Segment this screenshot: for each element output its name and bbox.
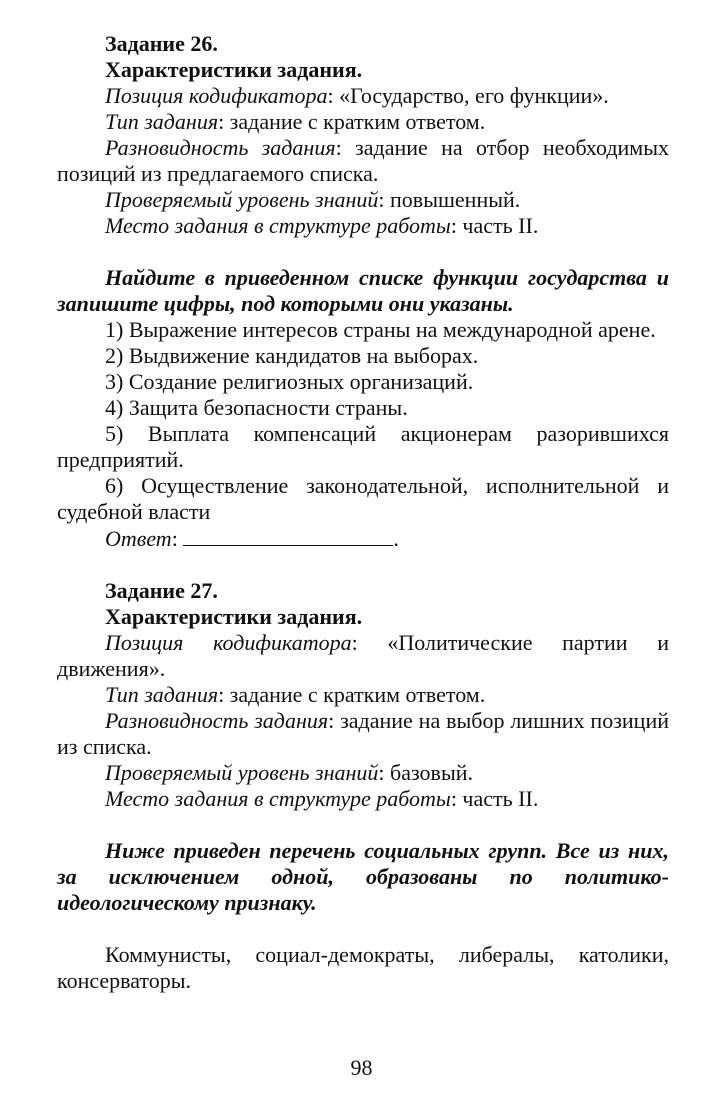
label: Проверяемый уровень знаний	[105, 760, 379, 785]
value: : задание на выбор лишних позиций из списка.	[57, 708, 669, 759]
task26-item-2: 2) Выдвижение кандидатов на выборах.	[105, 343, 479, 368]
task26-item-3: 3) Создание религиозных организаций.	[105, 369, 474, 394]
task26-title: Задание 26.	[105, 31, 218, 56]
label: Разновидность задания	[105, 708, 329, 733]
task26-instruction: Найдите в приведенном списке функции государства и запишите цифры, под которыми они указаны.	[57, 265, 669, 316]
task27-task-place	[57, 786, 669, 812]
value: : часть II.	[450, 213, 539, 238]
label: Место задания в структуре работы	[105, 213, 451, 238]
task27-characteristics-heading: Характеристики задания.	[105, 604, 363, 629]
value: : повышенный.	[378, 187, 521, 212]
task26-knowledge-level	[57, 187, 669, 213]
value: : задание с кратким ответом.	[218, 682, 486, 707]
task27-group-list: Коммунисты, социал-демократы, либералы, католики, консерваторы.	[57, 942, 669, 993]
label: Разновидность задания	[105, 135, 336, 160]
label: Позиция кодификатора	[105, 630, 352, 655]
label: Проверяемый уровень знаний	[105, 187, 379, 212]
task26-item-6: 6) Осуществление законодательной, исполнительной и судебной власти	[57, 473, 669, 524]
page-number: 98	[350, 1055, 373, 1080]
task27-task-type	[57, 682, 669, 708]
label: Тип задания	[105, 682, 219, 707]
task27-knowledge-level	[57, 760, 669, 786]
task26-item-1: 1) Выражение интересов страны на международной арене.	[105, 317, 656, 342]
task26-codifier-position	[57, 83, 669, 109]
value: : базовый.	[378, 760, 473, 785]
task27-title: Задание 27.	[105, 578, 218, 603]
answer-blank-line[interactable]	[183, 525, 393, 546]
task26-item-4: 4) Защита безопасности страны.	[105, 395, 408, 420]
task26-task-place	[57, 213, 669, 239]
label: Тип задания	[105, 109, 219, 134]
value: : «Политические партии и движения».	[57, 630, 669, 681]
task26-task-variety	[57, 135, 669, 187]
answer-colon: :	[171, 526, 178, 551]
task27-codifier-position	[57, 630, 669, 682]
task26-task-type	[57, 109, 669, 135]
task26-item-5: 5) Выплата компенсаций акционерам разорившихся предприятий.	[57, 421, 669, 472]
value: : часть II.	[450, 786, 539, 811]
document-page	[57, 31, 669, 994]
answer-label: Ответ	[105, 526, 172, 551]
label: Позиция кодификатора	[105, 83, 328, 108]
task27-task-variety	[57, 708, 669, 760]
value: : задание на отбор необходимых позиций из предлагаемого списка.	[57, 135, 669, 186]
task26-answer	[57, 525, 669, 552]
task27-instruction: Ниже приведен перечень социальных групп. Все из них, за исключением одной, образованы по политико-идеологическому признаку.	[57, 838, 669, 915]
label: Место задания в структуре работы	[105, 786, 451, 811]
value: : задание с кратким ответом.	[218, 109, 486, 134]
task26-characteristics-heading: Характеристики задания.	[105, 57, 363, 82]
value: : «Государство, его функции».	[327, 83, 609, 108]
answer-end: .	[393, 526, 399, 551]
